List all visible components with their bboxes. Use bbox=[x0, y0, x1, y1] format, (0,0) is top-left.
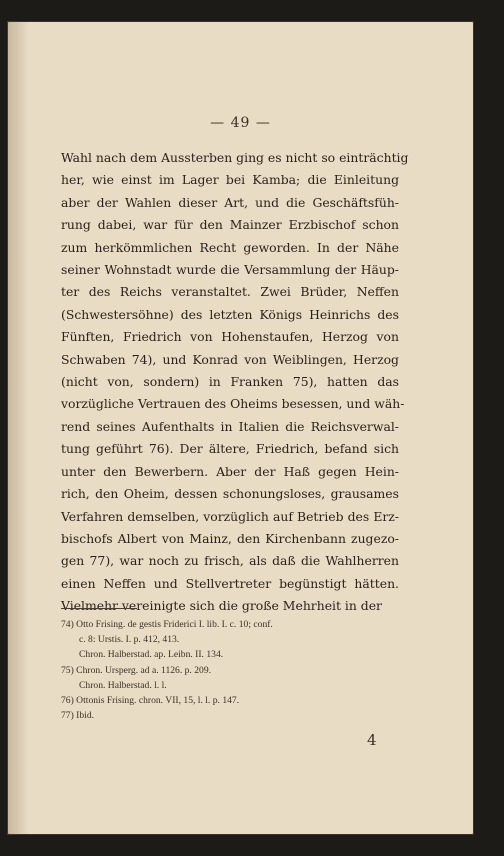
text-line: seiner Wohnstadt wurde die Versammlung der Häup- bbox=[61, 262, 399, 278]
page-gutter-shadow bbox=[7, 21, 29, 835]
text-line: unter den Bewerbern. Aber der Haß gegen Hein- bbox=[61, 463, 399, 479]
body-text bbox=[61, 147, 409, 618]
text-line: rich, den Oheim, dessen schonungsloses, grausames bbox=[61, 486, 399, 502]
text-line: tung geführt 76). Der ältere, Friedrich, befand sich bbox=[61, 441, 399, 457]
footnote-line: c. 8: Urstis. I. p. 412, 413. bbox=[79, 634, 180, 646]
footnote-line: 74) Otto Frising. de gestis Friderici I. lib. I. c. 10; conf. bbox=[61, 619, 273, 630]
text-line: her, wie einst im Lager bei Kamba; die Einleitung bbox=[61, 172, 399, 188]
footnote-line: Chron. Halberstad. ap. Leibn. II. 134. bbox=[79, 649, 224, 661]
footnote-line: Chron. Halberstad. l. l. bbox=[79, 679, 167, 691]
text-line: (nicht von, sondern) in Franken 75), hatten das bbox=[61, 374, 399, 390]
text-line: bischofs Albert von Mainz, den Kirchenbann zugezo- bbox=[61, 530, 399, 546]
footnote-line: 77) Ibid. bbox=[61, 710, 95, 722]
footnotes bbox=[61, 617, 401, 723]
text-line: Vielmehr vereinigte sich die große Mehrheit in der bbox=[61, 598, 382, 614]
text-line: Schwaben 74), und Konrad von Weiblingen, Herzog bbox=[61, 351, 399, 367]
text-line: (Schwestersöhne) des letzten Königs Heinrichs des bbox=[61, 306, 399, 322]
text-line: zum herkömmlichen Recht geworden. In der Nähe bbox=[61, 239, 399, 255]
signature-mark: 4 bbox=[367, 731, 377, 749]
footnote-divider bbox=[61, 608, 137, 609]
text-line: Verfahren demselben, vorzüglich auf Betrieb des Erz- bbox=[61, 508, 399, 524]
text-line: aber der Wahlen dieser Art, und die Geschäftsfüh- bbox=[61, 194, 399, 210]
text-line: gen 77), war noch zu frisch, als daß die Wahlherren bbox=[61, 553, 399, 569]
text-line: einen Neffen und Stellvertreter begünstigt hätten. bbox=[61, 575, 399, 591]
footnote-line: 76) Ottonis Frising. chron. VII, 15, l. l. p. 147. bbox=[61, 695, 240, 707]
text-line: rung dabei, war für den Mainzer Erzbischof schon bbox=[61, 217, 399, 233]
book-page bbox=[7, 21, 474, 835]
footnote-line: 75) Chron. Ursperg. ad a. 1126. p. 209. bbox=[61, 664, 212, 676]
text-line: Fünften, Friedrich von Hohenstaufen, Herzog von bbox=[61, 329, 399, 345]
text-line: Wahl nach dem Aussterben ging es nicht so einträchtig bbox=[61, 150, 409, 165]
text-line: ter des Reichs veranstaltet. Zwei Brüder, Neffen bbox=[61, 284, 399, 300]
text-line: rend seines Aufenthalts in Italien die Reichsverwal- bbox=[61, 418, 399, 434]
page-number-header: — 49 — bbox=[210, 115, 271, 131]
text-line: vorzügliche Vertrauen des Oheims besessen, und wäh- bbox=[61, 396, 405, 412]
